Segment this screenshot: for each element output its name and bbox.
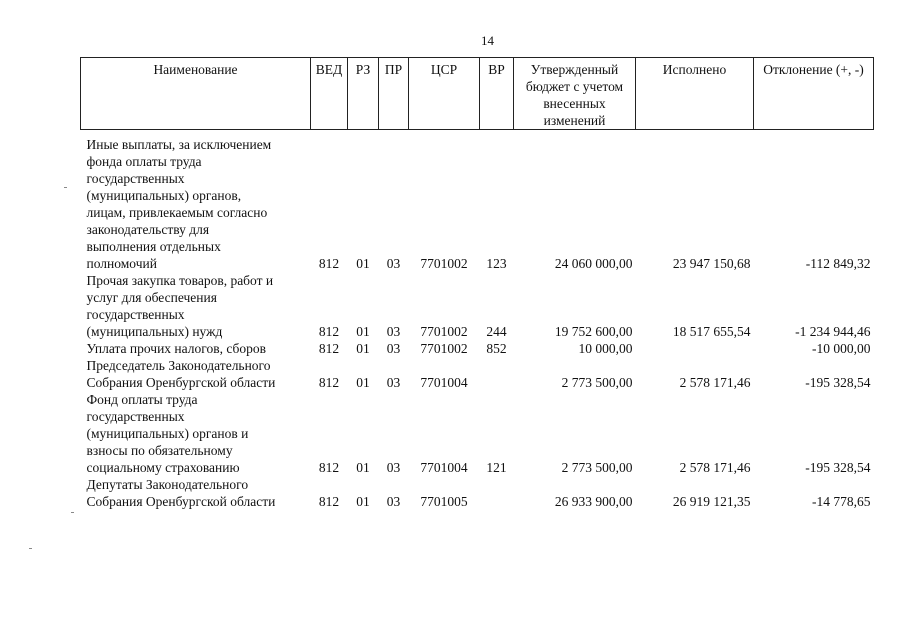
cell-executed: 26 919 121,35 bbox=[672, 494, 751, 509]
cell-ved: 812 bbox=[318, 494, 340, 509]
col-header-ved: ВЕД bbox=[311, 58, 348, 130]
cell-name-line: услуг для обеспечения bbox=[86, 290, 217, 305]
cell-name-line: Фонд оплаты труда bbox=[86, 392, 198, 407]
cell-name-line: государственных bbox=[86, 171, 185, 186]
cell-name-line: полномочий bbox=[86, 256, 157, 271]
scan-speck bbox=[29, 548, 32, 549]
col-header-vr: ВР bbox=[480, 58, 514, 130]
cell-csr: 7701005 bbox=[420, 494, 468, 509]
cell-name-line: взносы по обязательному bbox=[86, 443, 233, 458]
cell-deviation: -112 849,32 bbox=[805, 256, 871, 271]
cell-ved: 812 bbox=[318, 256, 340, 271]
page-number: 14 bbox=[481, 33, 494, 48]
cell-vr: 121 bbox=[486, 460, 507, 475]
cell-name-line: социальному страхованию bbox=[86, 460, 240, 475]
table-row bbox=[81, 391, 874, 476]
cell-executed bbox=[636, 340, 754, 357]
cell-rz: 01 bbox=[356, 341, 370, 356]
cell-rz: 01 bbox=[356, 256, 370, 271]
scan-speck bbox=[71, 512, 74, 513]
cell-ved: 812 bbox=[318, 324, 340, 339]
cell-name-line: лицам, привлекаемым согласно bbox=[86, 205, 268, 220]
cell-approved: 2 773 500,00 bbox=[561, 375, 633, 390]
cell-name-line: Собрания Оренбургской области bbox=[86, 375, 276, 390]
cell-name bbox=[81, 272, 311, 340]
cell-rz: 01 bbox=[356, 460, 370, 475]
cell-name-line: Прочая закупка товаров, работ и bbox=[86, 273, 274, 288]
cell-name bbox=[81, 391, 311, 476]
table-row bbox=[81, 272, 874, 340]
cell-approved: 10 000,00 bbox=[578, 341, 633, 356]
cell-executed: 2 578 171,46 bbox=[679, 375, 751, 390]
col-header-rz: РЗ bbox=[348, 58, 379, 130]
cell-pr: 03 bbox=[386, 256, 401, 271]
cell-name-line: Иные выплаты, за исключением bbox=[86, 137, 272, 152]
cell-name-line: выполнения отдельных bbox=[86, 239, 221, 254]
cell-csr: 7701002 bbox=[420, 341, 468, 356]
cell-approved: 19 752 600,00 bbox=[554, 324, 633, 339]
cell-rz: 01 bbox=[356, 324, 370, 339]
cell-csr: 7701004 bbox=[420, 375, 468, 390]
cell-approved: 26 933 900,00 bbox=[554, 494, 633, 509]
cell-pr: 03 bbox=[386, 460, 401, 475]
cell-ved: 812 bbox=[318, 375, 340, 390]
cell-executed: 2 578 171,46 bbox=[679, 460, 751, 475]
cell-executed: 18 517 655,54 bbox=[672, 324, 751, 339]
budget-table bbox=[80, 57, 874, 510]
cell-deviation: -10 000,00 bbox=[812, 341, 871, 356]
cell-name-line: Уплата прочих налогов, сборов bbox=[86, 341, 266, 356]
table-row bbox=[81, 357, 874, 391]
cell-executed: 23 947 150,68 bbox=[672, 256, 751, 271]
table-row bbox=[81, 340, 874, 357]
cell-csr: 7701002 bbox=[420, 256, 468, 271]
cell-vr: 852 bbox=[486, 341, 507, 356]
scan-speck bbox=[64, 187, 67, 188]
cell-pr: 03 bbox=[386, 324, 401, 339]
cell-ved: 812 bbox=[318, 460, 340, 475]
cell-name-line: (муниципальных) нужд bbox=[86, 324, 223, 339]
cell-deviation: -195 328,54 bbox=[805, 460, 871, 475]
cell-name bbox=[81, 476, 311, 510]
cell-approved: 24 060 000,00 bbox=[554, 256, 633, 271]
cell-deviation: -195 328,54 bbox=[805, 375, 871, 390]
cell-deviation: -14 778,65 bbox=[812, 494, 871, 509]
cell-name bbox=[81, 357, 311, 391]
cell-pr: 03 bbox=[386, 494, 401, 509]
cell-name bbox=[81, 130, 311, 273]
cell-ved: 812 bbox=[318, 341, 340, 356]
cell-name-line: (муниципальных) органов и bbox=[86, 426, 249, 441]
cell-name-line: государственных bbox=[86, 307, 185, 322]
table-row bbox=[81, 130, 874, 273]
cell-deviation: -1 234 944,46 bbox=[795, 324, 871, 339]
col-header-deviation: Отклонение (+, -) bbox=[754, 58, 874, 130]
cell-vr: 123 bbox=[486, 256, 507, 271]
cell-csr: 7701002 bbox=[420, 324, 468, 339]
cell-name bbox=[81, 340, 311, 357]
col-header-executed: Исполнено bbox=[636, 58, 754, 130]
col-header-pr: ПР bbox=[379, 58, 409, 130]
cell-vr bbox=[480, 357, 514, 391]
table-header-row bbox=[81, 58, 874, 130]
cell-vr: 244 bbox=[486, 324, 507, 339]
col-header-approved: Утвержденный бюджет с учетом внесенных изменений bbox=[514, 58, 636, 130]
table-body bbox=[81, 130, 874, 511]
cell-approved: 2 773 500,00 bbox=[561, 460, 633, 475]
cell-name-line: Депутаты Законодательного bbox=[86, 477, 249, 492]
col-header-csr: ЦСР bbox=[409, 58, 480, 130]
cell-vr bbox=[480, 476, 514, 510]
cell-pr: 03 bbox=[386, 341, 401, 356]
col-header-name: Наименование bbox=[81, 58, 311, 130]
cell-name-line: законодательству для bbox=[86, 222, 210, 237]
cell-name-line: Председатель Законодательного bbox=[86, 358, 271, 373]
table-row bbox=[81, 476, 874, 510]
cell-rz: 01 bbox=[356, 375, 370, 390]
cell-pr: 03 bbox=[386, 375, 401, 390]
cell-name-line: государственных bbox=[86, 409, 185, 424]
cell-name-line: (муниципальных) органов, bbox=[86, 188, 242, 203]
cell-name-line: фонда оплаты труда bbox=[86, 154, 202, 169]
cell-csr: 7701004 bbox=[420, 460, 468, 475]
cell-name-line: Собрания Оренбургской области bbox=[86, 494, 276, 509]
cell-rz: 01 bbox=[356, 494, 370, 509]
